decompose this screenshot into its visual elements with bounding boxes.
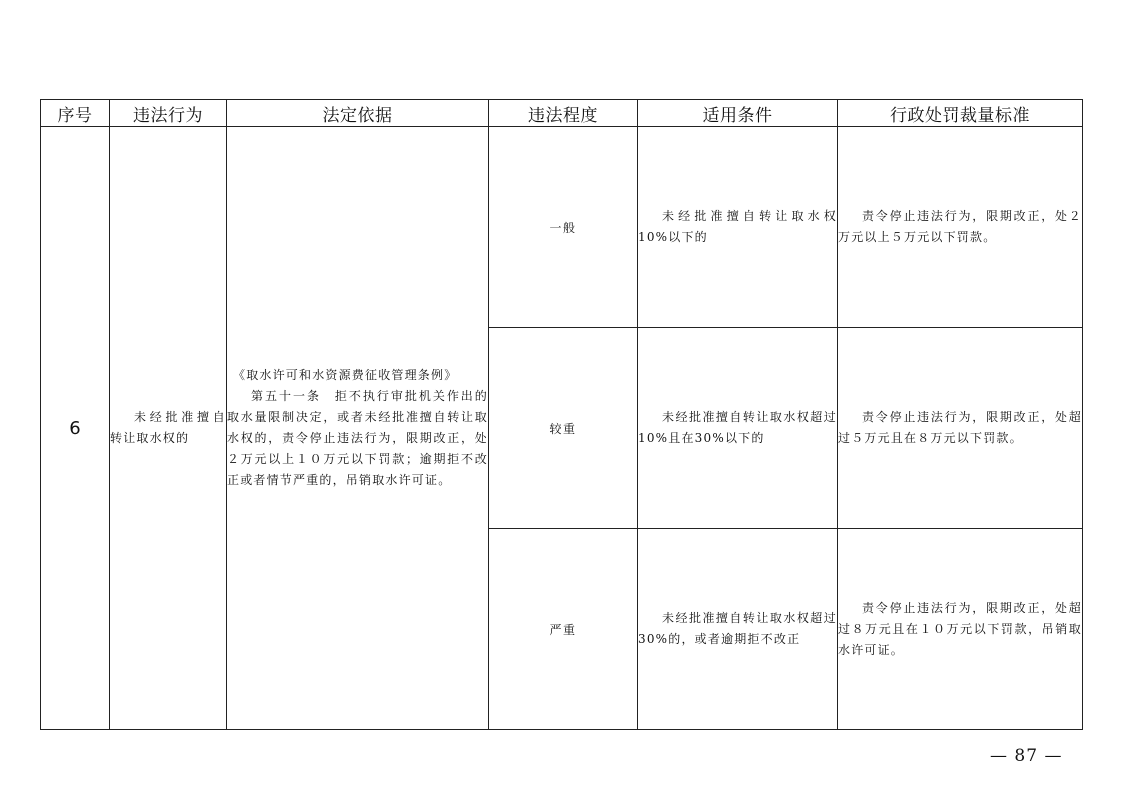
header-penalty-standard: 行政处罚裁量标准 [838, 100, 1083, 127]
violation-text: 未经批准擅自转让取水权的 [110, 410, 226, 445]
condition-severe-cell [638, 529, 838, 730]
penalty-standard-table [40, 99, 1083, 730]
header-severity: 违法程度 [489, 100, 638, 127]
severity-severe: 严重 [489, 529, 638, 730]
standard-general: 责令停止违法行为，限期改正，处２万元以上５万元以下罚款。 [838, 209, 1082, 244]
violation-cell [110, 127, 227, 730]
severity-serious: 较重 [489, 328, 638, 529]
standard-serious: 责令停止违法行为，限期改正，处超过５万元且在８万元以下罚款。 [838, 410, 1082, 445]
standard-severe: 责令停止违法行为，限期改正，处超过８万元且在１０万元以下罚款，吊销取水许可证。 [838, 600, 1082, 657]
table-row [41, 127, 1083, 328]
condition-serious: 未经批准擅自转让取水权超过10%且在30%以下的 [638, 410, 837, 445]
header-legal-basis: 法定依据 [227, 100, 489, 127]
legal-basis-body: 第五十一条 拒不执行审批机关作出的取水量限制决定，或者未经批准擅自转让取水权的，责令停止违法行为，限期改正，处２万元以上１０万元以下罚款；逾期拒不改正或者情节严重的，吊销取水许可证。 [227, 389, 488, 487]
header-condition: 适用条件 [638, 100, 838, 127]
legal-basis-title: 《取水许可和水资源费征收管理条例》 [233, 368, 458, 382]
standard-serious-cell [838, 328, 1083, 529]
standard-general-cell [838, 127, 1083, 328]
table-header-row [41, 100, 1083, 127]
condition-general-cell [638, 127, 838, 328]
condition-general: 未经批准擅自转让取水权10%以下的 [638, 209, 837, 244]
condition-severe: 未经批准擅自转让取水权超过30%的，或者逾期拒不改正 [638, 611, 837, 646]
page-number: — 87 — [990, 746, 1063, 766]
header-index: 序号 [41, 100, 110, 127]
header-violation: 违法行为 [110, 100, 227, 127]
standard-severe-cell [838, 529, 1083, 730]
severity-general: 一般 [489, 127, 638, 328]
legal-basis-cell [227, 127, 489, 730]
condition-serious-cell [638, 328, 838, 529]
row-index: 6 [41, 127, 110, 730]
